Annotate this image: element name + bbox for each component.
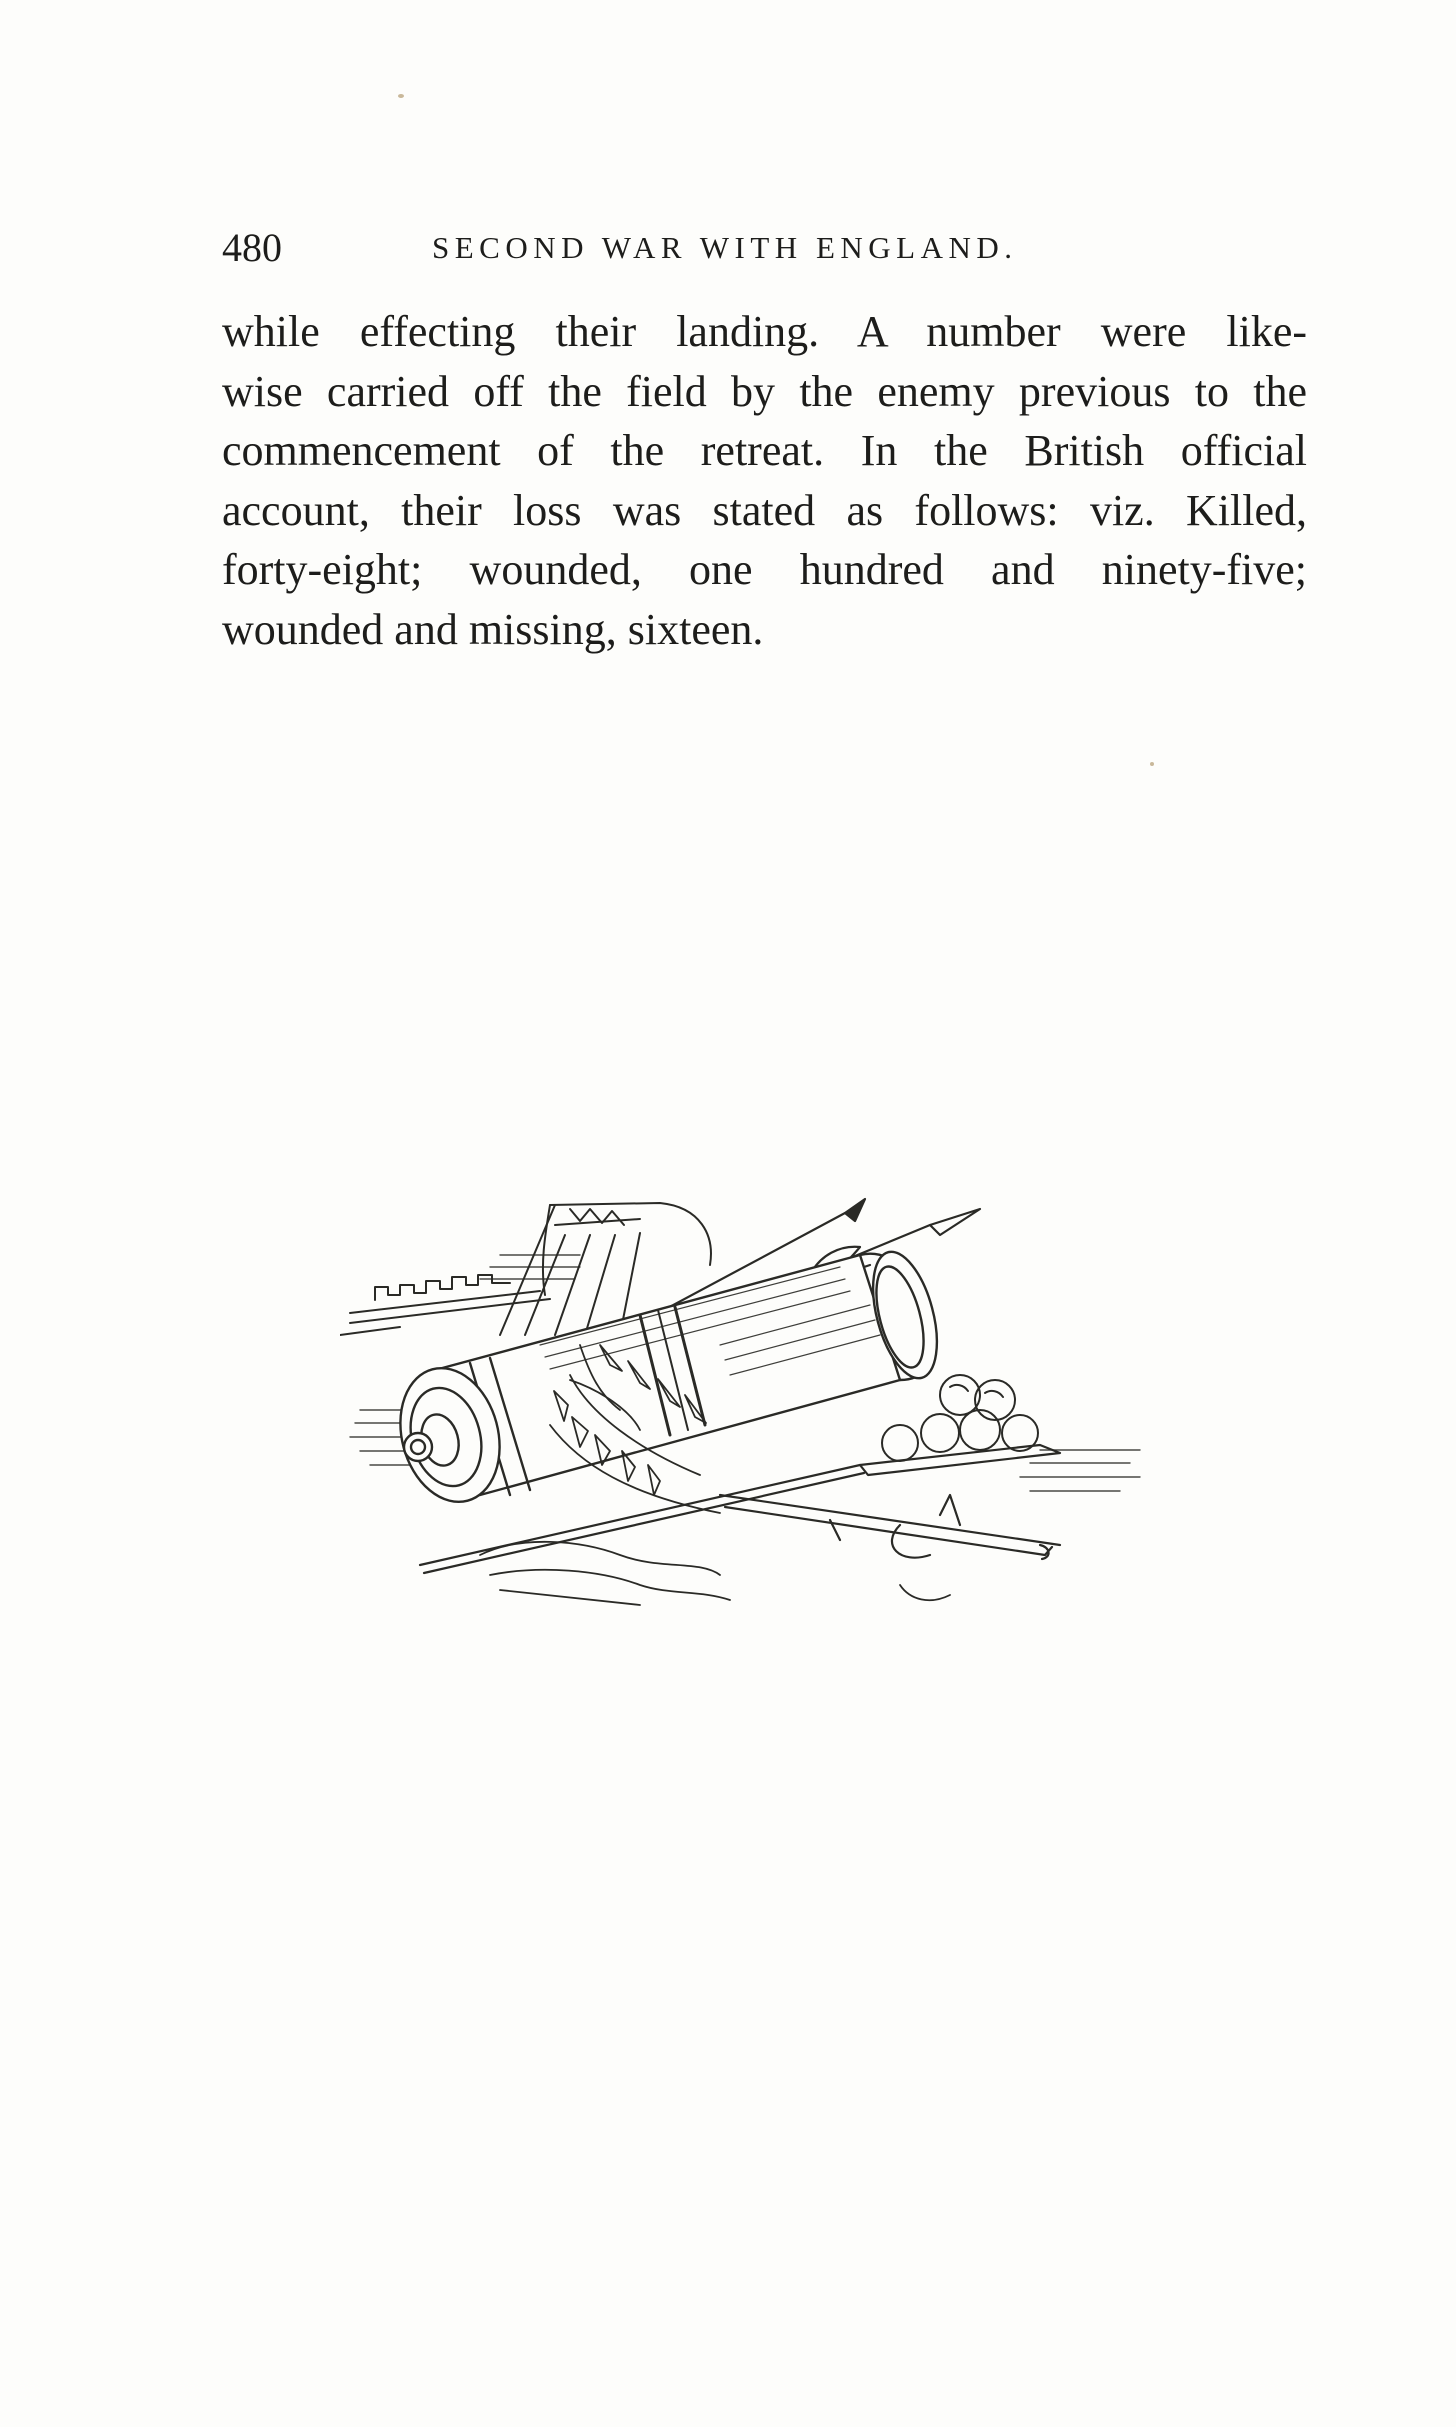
text-line: wounded and missing, sixteen. <box>222 604 764 654</box>
text-line: while effecting their landing. A number were like- <box>222 307 1307 356</box>
page-header <box>222 218 1302 278</box>
text-line: wise carried off the field by the enemy previous to the <box>222 366 1307 416</box>
text-line: commencement of the retreat. In the British official <box>222 426 1307 475</box>
cannon-vignette-icon <box>340 1195 1170 1645</box>
paper-speck <box>1150 762 1154 766</box>
text-line: account, their loss was stated as follows: viz. Killed, <box>222 485 1307 535</box>
paper-speck <box>398 94 404 98</box>
page-number: 480 <box>222 225 282 270</box>
running-head: SECOND WAR WITH ENGLAND. <box>432 230 1018 265</box>
body-paragraph <box>222 302 1307 659</box>
text-line: forty-eight; wounded, one hundred and ninety-five; <box>222 545 1307 594</box>
